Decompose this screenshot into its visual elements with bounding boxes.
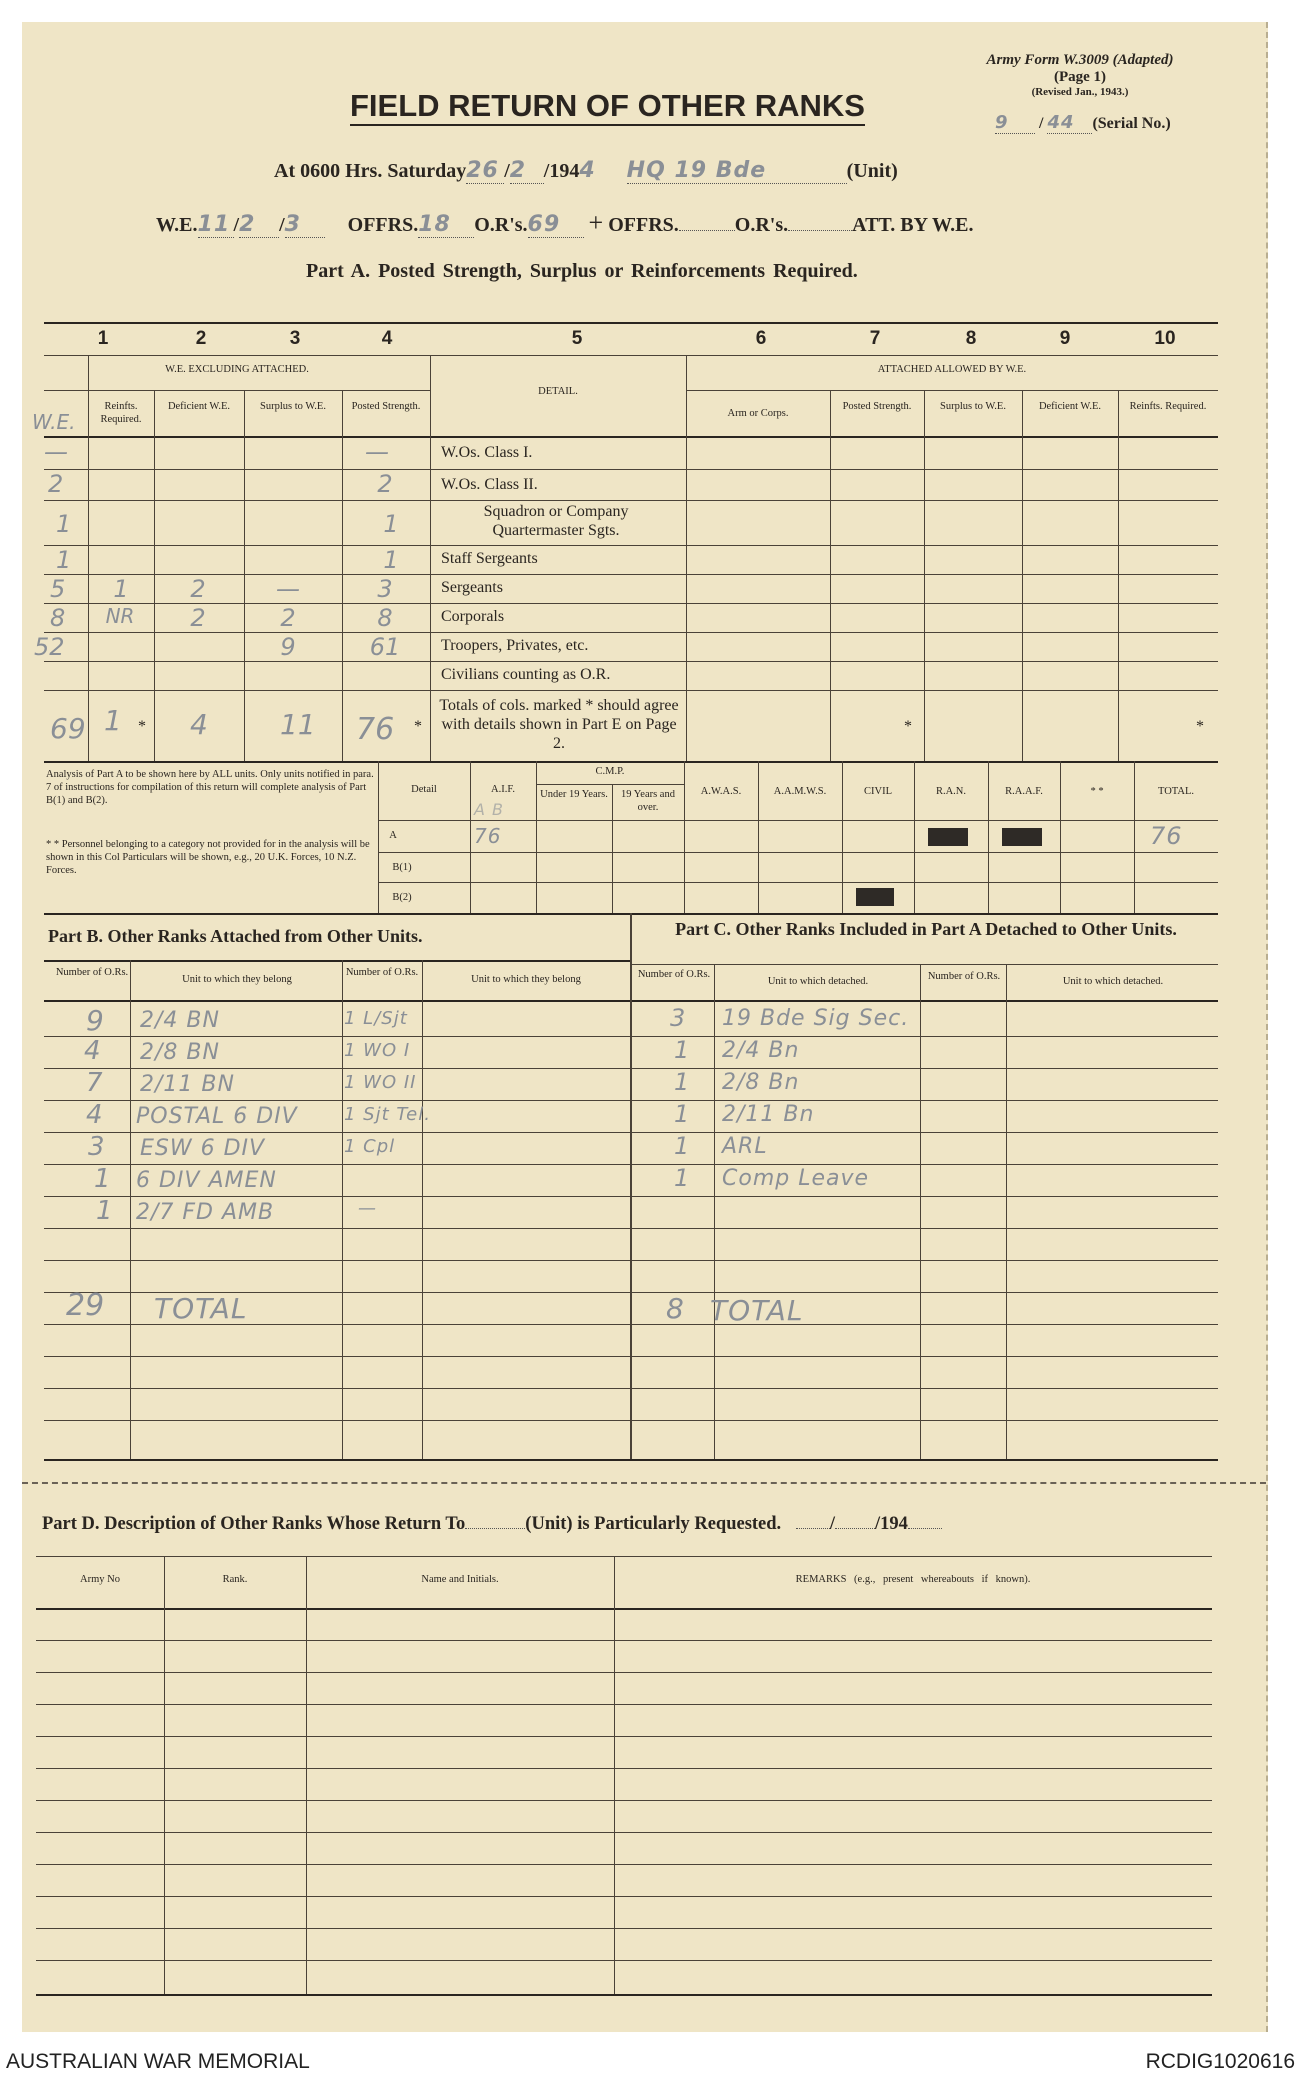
we-margin-note: W.E. bbox=[32, 410, 76, 434]
table-row bbox=[0, 438, 1303, 468]
part-c-total-label: TOTAL bbox=[710, 1294, 804, 1327]
part-b-header: Number of O.Rs. bbox=[55, 967, 129, 978]
we-cell: 8 bbox=[50, 604, 66, 632]
posted-cell: 1 bbox=[383, 510, 399, 538]
hdr-surplus: Surplus to W.E. bbox=[260, 401, 326, 412]
part-c-unit: 2/11 Bn bbox=[722, 1102, 815, 1127]
totals-note: Totals of cols. marked * should agree with details shown in Part E on Page 2. bbox=[439, 697, 679, 752]
form-reference bbox=[930, 52, 1230, 98]
table-row bbox=[630, 1036, 1220, 1068]
analysis-note-2: * * Personnel belonging to a category not provided for in the analysis will be shown in this Col Particulars will be shown, e.g., 20 U.K. Forces, 10 N.Z. Forces. bbox=[46, 839, 370, 876]
col-number: 9 bbox=[1059, 328, 1071, 349]
redaction-mark bbox=[856, 888, 894, 906]
part-c-count: 1 bbox=[674, 1164, 690, 1192]
part-b-total-count: 29 bbox=[66, 1288, 105, 1323]
we-value-1: 11 bbox=[198, 212, 234, 238]
part-b-header: Number of O.Rs. bbox=[345, 967, 419, 978]
posted-cell: 1 bbox=[383, 546, 399, 574]
analysis-header: R.A.N. bbox=[935, 786, 967, 797]
analysis-header: CIVIL bbox=[864, 786, 892, 797]
offrs-label: OFFRS. bbox=[347, 214, 419, 236]
hdr-surplus-att: Surplus to W.E. bbox=[940, 401, 1006, 412]
part-b-count-2: 1 WO I bbox=[344, 1040, 411, 1061]
part-c-unit: 19 Bde Sig Sec. bbox=[722, 1006, 910, 1031]
surplus-cell: 9 bbox=[280, 633, 296, 661]
posted-cell: 3 bbox=[377, 575, 393, 603]
detail-cell: Sergeants bbox=[441, 579, 503, 596]
part-c-unit: 2/8 Bn bbox=[722, 1070, 800, 1095]
footer-left: AUSTRALIAN WAR MEMORIAL bbox=[6, 2050, 310, 2073]
col-number: 3 bbox=[289, 328, 301, 349]
hdr-deficient-att: Deficient W.E. bbox=[1038, 401, 1102, 412]
we-value-3: 3 bbox=[285, 212, 325, 238]
table-row bbox=[0, 604, 1303, 632]
totals-row bbox=[0, 692, 1303, 760]
star-mark: * bbox=[1196, 718, 1204, 735]
serial-label: (Serial No.) bbox=[1092, 115, 1171, 132]
analysis-header: A.W.A.S. bbox=[700, 786, 742, 797]
we-cell: 1 bbox=[56, 510, 72, 538]
table-row bbox=[0, 470, 1303, 500]
hdr-arm: Arm or Corps. bbox=[727, 408, 789, 419]
form-ref-line1: Army Form W.3009 (Adapted) bbox=[986, 52, 1174, 68]
detail-cell: Corporals bbox=[441, 608, 505, 625]
posted-total: 76 bbox=[356, 712, 395, 747]
reinfts-cell: NR bbox=[105, 604, 135, 628]
table-row bbox=[0, 575, 1303, 603]
date-month: 2 bbox=[510, 158, 544, 184]
part-b-title: Part B. Other Ranks Attached from Other Units. bbox=[48, 926, 423, 946]
table-row bbox=[0, 546, 1303, 574]
col-number: 1 bbox=[97, 328, 109, 349]
part-b-count: 1 bbox=[96, 1196, 113, 1226]
part-b-unit: 2/11 BN bbox=[140, 1072, 235, 1097]
part-d-header: Rank. bbox=[222, 1574, 248, 1585]
part-b-unit: POSTAL 6 DIV bbox=[136, 1104, 298, 1129]
part-b-count: 4 bbox=[86, 1100, 103, 1130]
hdr-deficient: Deficient W.E. bbox=[167, 401, 231, 412]
part-c-header: Number of O.Rs. bbox=[927, 971, 1001, 982]
part-c-count: 1 bbox=[674, 1068, 690, 1096]
table-row bbox=[44, 1004, 630, 1036]
plus-sign: + bbox=[588, 208, 604, 237]
part-c-header: Unit to which detached. bbox=[767, 976, 869, 987]
surplus-cell: — bbox=[276, 575, 300, 603]
deficient-cell: 2 bbox=[190, 575, 206, 603]
cmp-header: C.M.P. bbox=[595, 766, 625, 777]
analysis-header: A.I.F. bbox=[491, 784, 515, 795]
part-b-header: Unit to which they belong bbox=[471, 974, 581, 985]
table-row bbox=[630, 1100, 1220, 1132]
we-cell: 2 bbox=[48, 470, 64, 498]
posted-cell: — bbox=[365, 438, 389, 466]
totals-row bbox=[44, 1288, 630, 1328]
part-b-count: 7 bbox=[86, 1068, 103, 1098]
detail-header: DETAIL. bbox=[538, 386, 578, 397]
analysis-header: 19 Years and over. bbox=[621, 789, 675, 813]
part-b-header: Unit to which they belong bbox=[182, 974, 292, 985]
part-d-title-b: (Unit) is Particularly Requested. bbox=[525, 1514, 782, 1534]
group-left-header: W.E. EXCLUDING ATTACHED. bbox=[165, 364, 309, 375]
we-cell: — bbox=[44, 438, 68, 466]
analysis-header: A.A.M.W.S. bbox=[773, 786, 827, 797]
star-mark: * bbox=[904, 718, 912, 735]
group-right-header: ATTACHED ALLOWED BY W.E. bbox=[877, 364, 1027, 375]
col-number: 4 bbox=[381, 328, 393, 349]
col-number: 5 bbox=[571, 328, 583, 349]
we-total: 69 bbox=[50, 712, 86, 745]
totals-row bbox=[630, 1292, 1220, 1332]
part-b-unit: 6 DIV AMEN bbox=[136, 1168, 277, 1193]
we-label: W.E. bbox=[156, 214, 198, 236]
part-d-header: Name and Initials. bbox=[421, 1574, 499, 1585]
col-number: 8 bbox=[965, 328, 977, 349]
redaction-mark bbox=[928, 828, 968, 846]
ors2-label: O.R's. bbox=[734, 214, 789, 236]
surplus-total: 11 bbox=[280, 708, 316, 741]
form-ref-line3: (Revised Jan., 1943.) bbox=[1031, 86, 1129, 98]
part-b-total-label: TOTAL bbox=[154, 1292, 248, 1325]
perforation-line bbox=[22, 1482, 1266, 1484]
part-c-count: 1 bbox=[674, 1100, 690, 1128]
we-cell: 5 bbox=[50, 575, 66, 603]
table-row bbox=[44, 1164, 630, 1196]
serial-day: 9 bbox=[995, 112, 1035, 134]
part-c-header: Unit to which detached. bbox=[1062, 976, 1164, 987]
col-number: 10 bbox=[1154, 328, 1176, 349]
we-line: W.E.11 /2 /3 OFFRS.18 O.R's.69 + OFFRS. O.R's. ATT. BY W.E. bbox=[156, 208, 974, 237]
serial-number: 9 / 44 (Serial No.) bbox=[995, 112, 1171, 133]
col-number: 2 bbox=[195, 328, 207, 349]
we-value-2: 2 bbox=[239, 212, 279, 238]
reinfts-total: 1 bbox=[104, 704, 122, 737]
col-number: 6 bbox=[755, 328, 767, 349]
table-row bbox=[630, 1004, 1220, 1036]
part-b-count-2: 1 Cpl bbox=[344, 1136, 396, 1157]
analysis-detail-header: Detail bbox=[411, 784, 437, 795]
detail-cell: Squadron or Company Quartermaster Sgts. bbox=[483, 503, 629, 539]
star-mark: * bbox=[414, 718, 422, 735]
part-b-count-2: 1 WO II bbox=[344, 1072, 417, 1093]
star-mark: * bbox=[138, 718, 146, 735]
table-row bbox=[630, 1132, 1220, 1164]
hdr-reinfts-att: Reinfts. Required. bbox=[1129, 401, 1207, 412]
analysis-row-label: B(2) bbox=[392, 892, 412, 903]
att-label: ATT. BY W.E. bbox=[852, 214, 974, 236]
table-row bbox=[44, 1068, 630, 1100]
part-b-count-2: 1 L/Sjt bbox=[344, 1008, 408, 1029]
posted-cell: 8 bbox=[377, 604, 393, 632]
posted-cell: 2 bbox=[377, 470, 393, 498]
table-row bbox=[44, 1100, 630, 1132]
table-row bbox=[630, 1068, 1220, 1100]
surplus-cell: 2 bbox=[280, 604, 296, 632]
table-row bbox=[0, 662, 1303, 690]
serial-year: 44 bbox=[1047, 112, 1092, 134]
part-c-unit: ARL bbox=[722, 1134, 768, 1159]
posted-cell: 61 bbox=[369, 633, 401, 661]
offrs-value: 18 bbox=[418, 212, 474, 238]
deficient-total: 4 bbox=[190, 708, 208, 741]
part-d-title: Part D. Description of Other Ranks Whose Return To (Unit) is Particularly Requested. / /194 bbox=[42, 1514, 942, 1535]
we-cell: 52 bbox=[34, 633, 65, 661]
analysis-row-label: A bbox=[389, 830, 397, 841]
analysis-note: Analysis of Part A to be shown here by ALL units. Only units notified in para. 7 of instructions for compilation of this return will complete analysis of Part B(1) and B(2). bbox=[46, 769, 374, 806]
hdr-reinfts: Reinfts. Required. bbox=[100, 401, 142, 425]
analysis-header: R.A.A.F. bbox=[1005, 786, 1043, 797]
footer-right: RCDIG1020616 bbox=[1145, 2050, 1295, 2073]
time-line: At 0600 Hrs. Saturday26 /2 /1944 HQ 19 Bde (Unit) bbox=[274, 158, 898, 183]
part-d-title-c: /194 bbox=[874, 1514, 908, 1534]
deficient-cell: 2 bbox=[190, 604, 206, 632]
part-c-header: Number of O.Rs. bbox=[637, 969, 711, 980]
time-prefix: At 0600 Hrs. Saturday bbox=[274, 160, 467, 182]
part-c-total-count: 8 bbox=[666, 1292, 684, 1325]
part-d-header: REMARKS (e.g., present whereabouts if known). bbox=[795, 1574, 1031, 1585]
part-b-count-2: — bbox=[358, 1198, 377, 1219]
part-c-count: 1 bbox=[674, 1132, 690, 1160]
part-a-title: Part A. Posted Strength, Surplus or Reinforcements Required. bbox=[306, 260, 858, 282]
aif-value-a: 76 bbox=[474, 824, 502, 848]
total-value-a: 76 bbox=[1150, 822, 1183, 850]
part-b-count: 9 bbox=[86, 1004, 104, 1037]
column-numbers bbox=[44, 328, 1218, 354]
detail-cell: W.Os. Class I. bbox=[441, 444, 533, 461]
part-c-unit: Comp Leave bbox=[722, 1166, 870, 1191]
detail-cell: Troopers, Privates, etc. bbox=[441, 637, 589, 654]
unit-label: (Unit) bbox=[846, 160, 898, 182]
redaction-mark bbox=[1002, 828, 1042, 846]
col-number: 7 bbox=[869, 328, 881, 349]
we-cell: 1 bbox=[56, 546, 72, 574]
table-row bbox=[0, 502, 1303, 544]
analysis-header: * * bbox=[1090, 786, 1104, 797]
part-b-count-2: 1 Sjt Tel. bbox=[344, 1104, 431, 1125]
analysis-header: TOTAL. bbox=[1157, 786, 1194, 797]
unit-value: HQ 19 Bde bbox=[627, 158, 847, 184]
part-c-count: 1 bbox=[674, 1036, 690, 1064]
part-c-unit: 2/4 Bn bbox=[722, 1038, 800, 1063]
analysis-header: Under 19 Years. bbox=[540, 789, 608, 800]
part-b-unit: ESW 6 DIV bbox=[140, 1136, 266, 1161]
analysis-row-label: B(1) bbox=[392, 862, 412, 873]
table-row bbox=[630, 1164, 1220, 1196]
table-row bbox=[44, 1132, 630, 1164]
part-b-count: 3 bbox=[88, 1132, 105, 1162]
detail-cell: W.Os. Class II. bbox=[441, 476, 538, 493]
part-c-title: Part C. Other Ranks Included in Part A Detached to Other Units. bbox=[675, 919, 1177, 939]
year-suffix: 4 bbox=[579, 158, 596, 183]
ors-value: 69 bbox=[528, 212, 584, 238]
aif-letters: A B bbox=[474, 800, 505, 819]
part-d-header: Army No bbox=[80, 1574, 120, 1585]
rule bbox=[44, 322, 1218, 324]
part-b-unit: 2/8 BN bbox=[140, 1040, 220, 1065]
part-b-unit: 2/7 FD AMB bbox=[136, 1200, 275, 1225]
detail-cell: Civilians counting as O.R. bbox=[441, 666, 611, 683]
hdr-posted-att: Posted Strength. bbox=[842, 401, 912, 412]
table-row bbox=[44, 1196, 630, 1228]
part-b-count: 1 bbox=[94, 1164, 111, 1194]
part-b-count: 4 bbox=[84, 1036, 101, 1066]
part-d-title-a: Part D. Description of Other Ranks Whose Return To bbox=[42, 1514, 466, 1534]
table-row bbox=[44, 1036, 630, 1068]
part-b-unit: 2/4 BN bbox=[140, 1008, 220, 1033]
date-day: 26 bbox=[466, 158, 504, 184]
year-prefix: /194 bbox=[543, 160, 580, 182]
hdr-posted: Posted Strength. bbox=[351, 401, 421, 412]
ors-label: O.R's. bbox=[474, 214, 528, 236]
table-row bbox=[0, 633, 1303, 661]
page-title: FIELD RETURN OF OTHER RANKS bbox=[350, 88, 865, 126]
offrs2-label: OFFRS. bbox=[608, 214, 679, 236]
reinfts-cell: 1 bbox=[113, 575, 129, 603]
detail-cell: Staff Sergeants bbox=[441, 550, 538, 567]
part-c-count: 3 bbox=[670, 1004, 686, 1032]
form-ref-line2: (Page 1) bbox=[1053, 69, 1107, 85]
